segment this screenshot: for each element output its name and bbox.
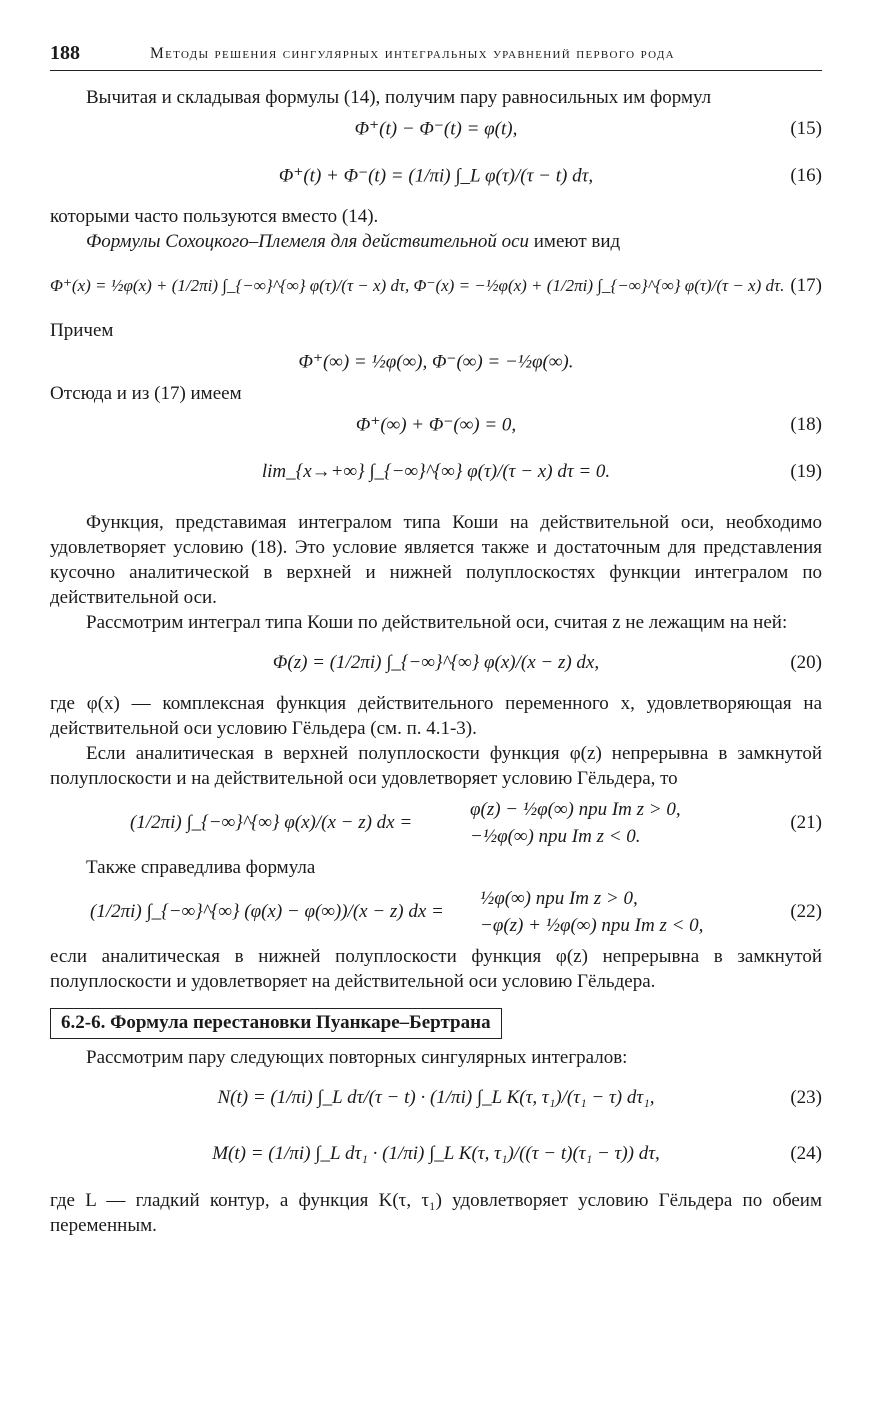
equation-22-number: (22) <box>790 901 822 922</box>
equation-20 <box>50 635 822 691</box>
equation-19-formula: lim_{x→+∞} ∫_{−∞}^{∞} φ(τ)/(τ − x) dτ = 0. <box>261 461 611 482</box>
paragraph-3-rest: имеют вид <box>529 231 621 252</box>
equation-19-number: (19) <box>790 461 822 482</box>
equation-24-formula: M(t) = (1/πi) ∫_L dτ₁ · (1/πi) ∫_L K(τ, τ₁)/((τ − t)(τ₁ − τ)) dτ, <box>212 1143 660 1164</box>
paragraph-1: Вычитая и складывая формулы (14), получим пару равносильных им формул <box>86 87 712 108</box>
section-title: 6.2-6. Формула перестановки Пуанкаре–Бертрана <box>50 1008 502 1039</box>
paragraph-10: Также справедлива формула <box>86 857 316 878</box>
paragraph-12: Рассмотрим пару следующих повторных сингулярных интегралов: <box>86 1047 628 1068</box>
paragraph-8: где φ(x) — комплексная функция действительного переменного x, удовлетворяющая на действительной оси условию Гёльдера (см. п. 4.1-3). <box>50 693 822 739</box>
equation-24 <box>50 1126 822 1182</box>
equation-15 <box>50 110 822 148</box>
equation-21-case-1: φ(z) − ½φ(∞) при Im z > 0, <box>470 799 681 821</box>
equation-24-number: (24) <box>790 1143 822 1164</box>
equation-21-case-2: −½φ(∞) при Im z < 0. <box>470 826 641 848</box>
running-title: Методы решения сингулярных интегральных уравнений первого рода <box>150 45 675 62</box>
equation-17 <box>50 254 822 318</box>
equation-20-number: (20) <box>790 652 822 673</box>
equation-21-left: (1/2πi) ∫_{−∞}^{∞} φ(x)/(x − z) dx = <box>130 812 413 833</box>
paragraph-3 <box>50 229 822 254</box>
equation-22-case-1: ½φ(∞) при Im z > 0, <box>480 888 638 910</box>
paragraph-13: где L — гладкий контур, а функция K(τ, τ₁) удовлетворяет условию Гёльдера по обеим переменным. <box>50 1190 822 1236</box>
equation-15-formula: Φ⁺(t) − Φ⁻(t) = φ(t), <box>354 118 518 140</box>
paragraph-3-italic: Формулы Сохоцкого–Племеля для действительной оси <box>86 231 530 252</box>
equation-17-formula: Φ⁺(x) = ½φ(x) + (1/2πi) ∫_{−∞}^{∞} φ(τ)/(τ − x) dτ, Φ⁻(x) = −½φ(x) + (1/2πi) ∫_{−∞}^{∞} φ(τ)/(τ − x) dτ. <box>50 276 785 295</box>
page <box>50 40 822 1238</box>
page-number: 188 <box>50 42 80 64</box>
page-header <box>50 40 822 71</box>
equation-22-case-2: −φ(z) + ½φ(∞) при Im z < 0, <box>480 915 704 937</box>
equation-16-number: (16) <box>790 165 822 186</box>
equation-16-formula: Φ⁺(t) + Φ⁻(t) = (1/πi) ∫_L φ(τ)/(τ − t) dτ, <box>278 165 594 187</box>
equation-infinity <box>50 343 822 381</box>
equation-18-number: (18) <box>790 414 822 435</box>
equation-19 <box>50 444 822 500</box>
paragraph-7: Рассмотрим интеграл типа Коши по действительной оси, считая z не лежащим на ней: <box>86 612 788 633</box>
equation-20-formula: Φ(z) = (1/2πi) ∫_{−∞}^{∞} φ(x)/(x − z) dx, <box>272 652 600 673</box>
equation-15-number: (15) <box>790 118 822 139</box>
equation-18 <box>50 406 822 444</box>
paragraph-11: если аналитическая в нижней полуплоскости функция φ(z) непрерывна в замкнутой полуплоскости и удовлетворяет на действительной оси условию Гёльдера. <box>50 946 822 992</box>
equation-16 <box>50 148 822 204</box>
paragraph-2: которыми часто пользуются вместо (14). <box>50 206 379 227</box>
equation-23-formula: N(t) = (1/πi) ∫_L dτ/(τ − t) · (1/πi) ∫_L K(τ, τ₁)/(τ₁ − τ) dτ₁, <box>217 1087 655 1108</box>
paragraph-9: Если аналитическая в верхней полуплоскости функция φ(z) непрерывна в замкнутой полуплоскости и на действительной оси удовлетворяет условию Гёльдера, то <box>50 743 822 789</box>
paragraph-5: Отсюда и из (17) имеем <box>50 383 242 404</box>
equation-infinity-formula: Φ⁺(∞) = ½φ(∞), Φ⁻(∞) = −½φ(∞). <box>298 351 574 373</box>
equation-22 <box>50 880 822 944</box>
equation-18-formula: Φ⁺(∞) + Φ⁻(∞) = 0, <box>355 414 517 436</box>
equation-17-number: (17) <box>790 275 822 296</box>
paragraph-4: Причем <box>50 320 114 341</box>
equation-22-left: (1/2πi) ∫_{−∞}^{∞} (φ(x) − φ(∞))/(x − z) dx = <box>90 901 444 922</box>
equation-23 <box>50 1070 822 1126</box>
equation-21 <box>50 791 822 855</box>
equation-21-number: (21) <box>790 812 822 833</box>
paragraph-6: Функция, представимая интегралом типа Коши на действительной оси, необходимо удовлетворяет условию (18). Это условие является также и достаточным для представления кусочно аналитической в верхней и нижней полуплоскостях функции интегралом по действительной оси. <box>50 512 822 608</box>
equation-23-number: (23) <box>790 1087 822 1108</box>
